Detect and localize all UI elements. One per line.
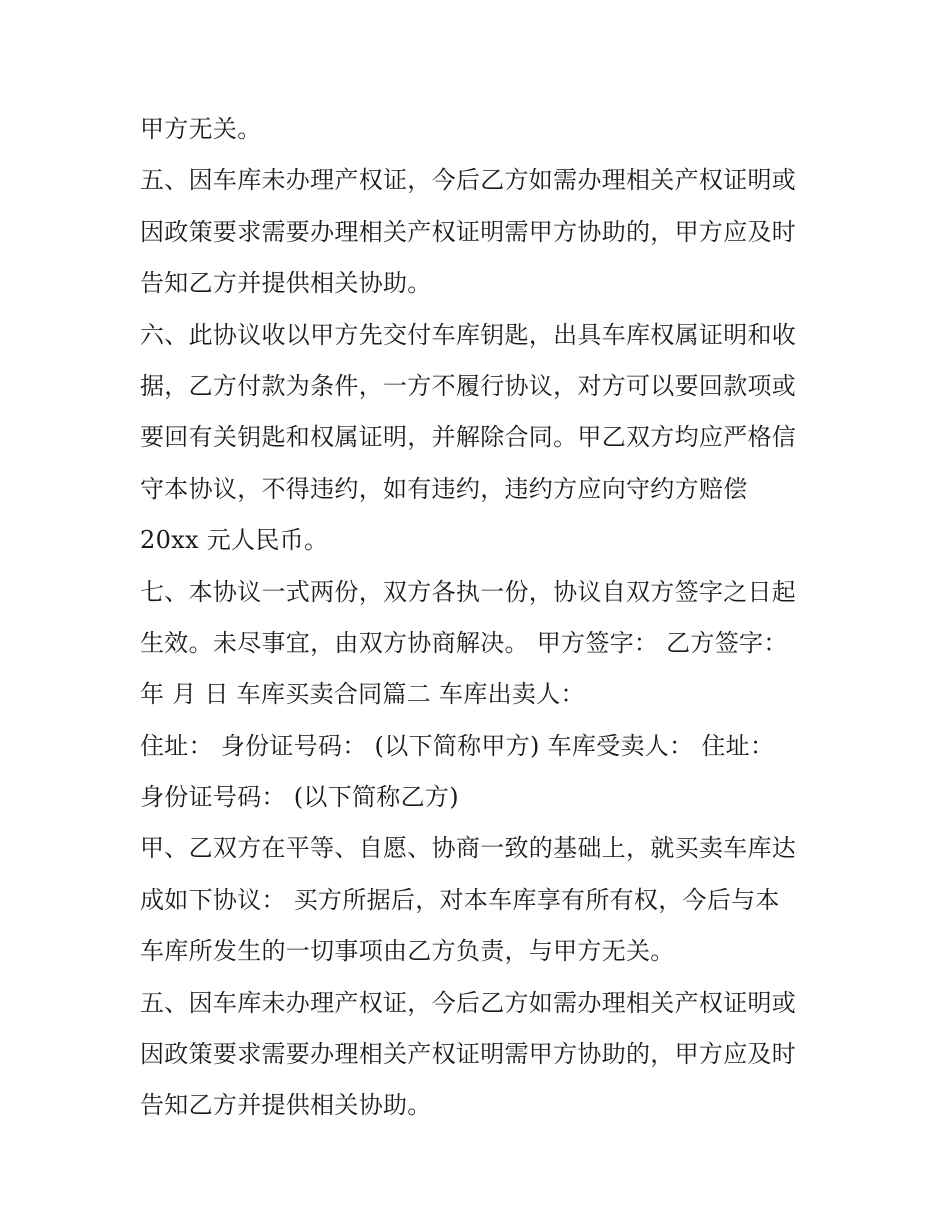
text-line: 因政策要求需要办理相关产权证明需甲方协助的，甲方应及时 [140, 217, 797, 246]
text-line: 甲、乙双方在平等、自愿、协商一致的基础上，就买卖车库达 [140, 834, 797, 863]
text-line: 因政策要求需要办理相关产权证明需甲方协助的，甲方应及时 [140, 1040, 797, 1069]
text-line: 六、此协议收以甲方先交付车库钥匙，出具车库权属证明和收 [140, 320, 797, 349]
text-line: 五、因车库未办理产权证，今后乙方如需办理相关产权证明或 [140, 988, 797, 1017]
text-line: 甲方无关。 [140, 115, 262, 143]
text-line: 20xx 元人民币。 [140, 526, 329, 555]
text-line: 年 月 日 车库买卖合同篇二 车库出卖人： [140, 680, 585, 709]
text-line: 告知乙方并提供相关协助。 [140, 1091, 432, 1120]
document-body [140, 104, 830, 1132]
text-line: 车库所发生的一切事项由乙方负责，与甲方无关。 [140, 937, 675, 966]
text-line: 五、因车库未办理产权证，今后乙方如需办理相关产权证明或 [140, 166, 797, 195]
text-line: 告知乙方并提供相关协助。 [140, 269, 432, 298]
text-line: 守本协议，不得违约，如有违约，违约方应向守约方赔偿 [140, 474, 748, 503]
text-line: 要回有关钥匙和权属证明，并解除合同。甲乙双方均应严格信 [140, 423, 797, 452]
text-line: 生效。未尽事宜，由双方协商解决。 甲方签字： 乙方签字： [140, 628, 788, 657]
text-line: 据，乙方付款为条件，一方不履行协议，对方可以要回款项或 [140, 371, 797, 400]
text-line: 七、本协议一式两份，双方各执一份，协议自双方签字之日起 [140, 577, 797, 606]
text-line: 身份证号码： (以下简称乙方) [140, 783, 459, 812]
text-line: 住址： 身份证号码： (以下简称甲方) 车库受卖人： 住址： [140, 731, 775, 760]
text-line: 成如下协议： 买方所据后，对本车库享有所有权，今后与本 [140, 885, 780, 914]
